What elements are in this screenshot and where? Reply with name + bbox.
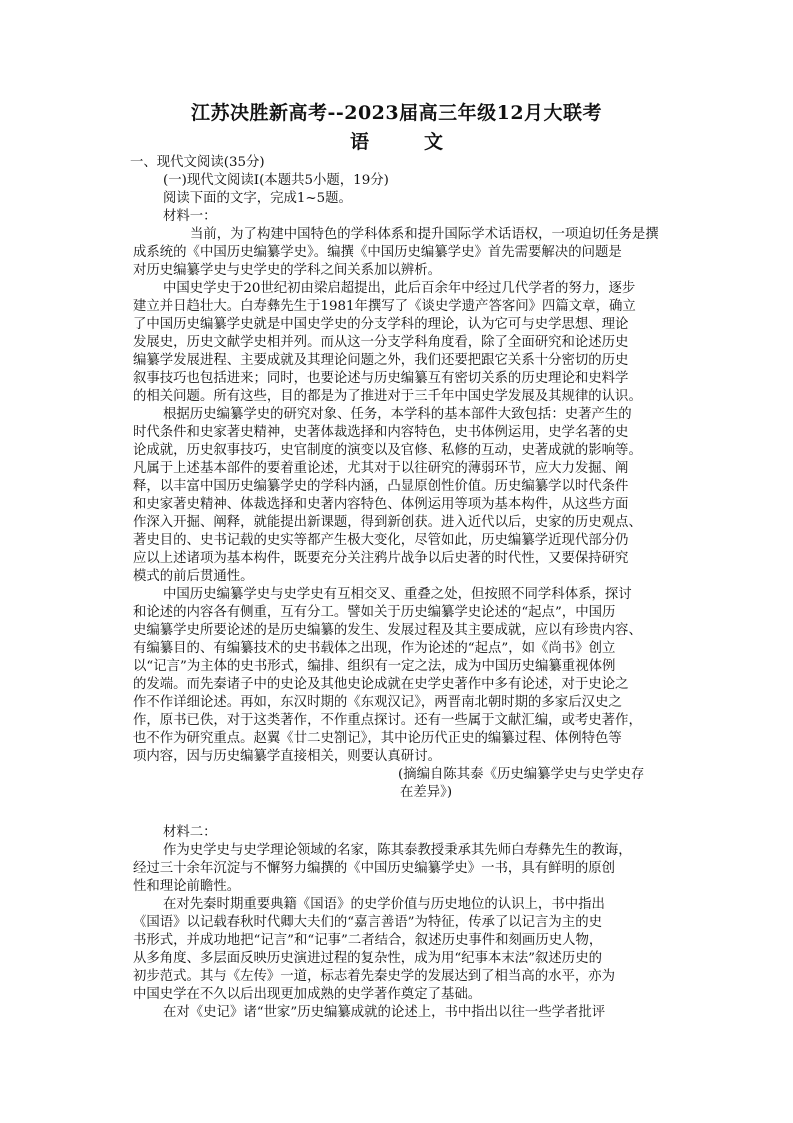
material1-line: 对历史编纂学史与史学史的学科之间关系加以辨析。 bbox=[133, 263, 441, 278]
material1-line: 当前，为了构建中国特色的学科体系和提升国际学术话语权，一项迫切任务是撰 bbox=[190, 227, 659, 242]
material1-line: 了中国历史编纂学史就是中国史学史的分支学科的理论，认为它可与史学思想、理论 bbox=[133, 317, 629, 332]
material1-line: 作，原书已佚，对于这类著作，不作重点探讨。还有一些属于文献汇编，或考史著作， bbox=[133, 713, 642, 728]
material1-line: 史编纂学史所要论述的是历史编纂的发生、发展过程及其主要成就，应以有珍贵内容、 bbox=[133, 623, 642, 638]
material1-source: (摘编自陈其泰《历史编纂学史与史学史存 bbox=[398, 767, 645, 782]
material1-line: 发展史，历史文献学史相并列。而从这一分支学科角度看，除了全面研究和论述历史 bbox=[133, 335, 629, 350]
reading-instruction: 阅读下面的文字，完成1~5题。 bbox=[163, 191, 352, 206]
material1-line: 模式的前后贯通性。 bbox=[133, 569, 254, 584]
material1-line: 作深入开掘、阐释，就能提出新课题，得到新创获。进入近代以后，史家的历史观点、 bbox=[133, 515, 642, 530]
material1-line: 中国历史编纂学史与史学史有互相交叉、重叠之处，但按照不同学科体系，探讨 bbox=[163, 587, 632, 602]
material1-line: 作不作详细论述。再如，东汉时期的《东观汉记》，两晋南北朝时期的多家后汉史之 bbox=[133, 695, 622, 710]
material1-line: 也不作为研究重点。赵翼《廿二史劄记》，其中论历代正史的编纂过程、体例特色等 bbox=[133, 731, 622, 746]
material2-line: 性和理论前瞻性。 bbox=[133, 879, 241, 894]
material1-line: 以“记言”为主体的史书形式，编排、组织有一定之法，成为中国历史编纂重视体例 bbox=[133, 659, 616, 674]
material2-line: 从多角度、多层面反映历史演进过程的复杂性，成为用“纪事本末法”叙述历史的 bbox=[133, 951, 602, 966]
material2-line: 《国语》以记载春秋时代卿大夫们的“嘉言善语”为特征，传承了以记言为主的史 bbox=[133, 915, 602, 930]
material1-line: 中国史学史于20世纪初由梁启超提出，此后百余年中经过几代学者的努力，逐步 bbox=[163, 281, 636, 296]
material1-source: 在差异》) bbox=[400, 785, 453, 800]
material1-line: 著史目的、史书记载的史实等都产生极大变化，尽管如此，历史编纂学近现代部分仍 bbox=[133, 533, 629, 548]
material1-line: 的相关问题。所有这些，目的都是为了推进对于三千年中国史学发展及其规律的认识。 bbox=[133, 389, 642, 404]
material1-line: 有编纂目的、有编纂技术的史书载体之出现，作为论述的“起点”，如《尚书》创立 bbox=[133, 641, 616, 656]
page-title: 江苏决胜新高考--2023届高三年级12月大联考 bbox=[190, 102, 603, 124]
material1-line: 项内容，因与历史编纂学直接相关，则要认真研讨。 bbox=[133, 749, 441, 764]
material1-line: 和史家著史精神、体裁选择和史著内容特色、体例运用等项为基本构件，从这些方面 bbox=[133, 497, 629, 512]
material1-line: 和论述的内容各有侧重，互有分工。譬如关于历史编纂学史论述的“起点”，中国历 bbox=[133, 605, 616, 620]
material1-line: 应以上述诸项为基本构件，既要充分关注鸦片战争以后史著的时代性，又要保持研究 bbox=[133, 551, 629, 566]
material1-line: 根据历史编纂学史的研究对象、任务，本学科的基本部件大致包括：史著产生的 bbox=[163, 407, 632, 422]
material1-line: 建立并日趋壮大。白寿彝先生于1981年撰写了《谈史学遗产答客问》四篇文章，确立 bbox=[133, 299, 636, 314]
material1-line: 释，以丰富中国历史编纂学史的学科内涵，凸显原创性价值。历史编纂学以时代条件 bbox=[133, 479, 629, 494]
material2-line: 作为史学史与史学理论领域的名家，陈其泰教授秉承其先师白寿彝先生的教诲， bbox=[163, 843, 632, 858]
material2-line: 经过三十余年沉淀与不懈努力编撰的《中国历史编纂学史》一书，具有鲜明的原创 bbox=[133, 861, 616, 876]
section-heading: 一、现代文阅读(35分) bbox=[130, 155, 265, 170]
material2-line: 中国史学在不久以后出现更加成熟的史学著作奠定了基础。 bbox=[133, 987, 482, 1002]
material1-label: 材料一： bbox=[163, 209, 217, 224]
material1-line: 凡属于上述基本部件的要着重论述，尤其对于以往研究的薄弱环节，应大力发掘、阐 bbox=[133, 461, 629, 476]
section-subheading: (一)现代文阅读Ⅰ(本题共5小题，19分) bbox=[163, 173, 389, 188]
material1-line: 成系统的《中国历史编纂学史》。编撰《中国历史编纂学史》首先需要解决的问题是 bbox=[133, 245, 622, 260]
material2-line: 初步范式。其与《左传》一道，标志着先秦史学的发展达到了相当高的水平，亦为 bbox=[133, 969, 616, 984]
material1-line: 时代条件和史家著史精神，史著体裁选择和内容特色，史书体例运用，史学名著的史 bbox=[133, 425, 629, 440]
material2-line: 在对《史记》诸“世家”历史编纂成就的论述上，书中指出以往一些学者批评 bbox=[163, 1005, 606, 1020]
material1-line: 的发端。而先秦诸子中的史论及其他史论成就在史学史著作中多有论述，对于史论之 bbox=[133, 677, 629, 692]
material2-line: 在对先秦时期重要典籍《国语》的史学价值与历史地位的认识上，书中指出 bbox=[163, 897, 605, 912]
material1-line: 论成就，历史叙事技巧，史官制度的演变以及官修、私修的互动，史著成就的影响等。 bbox=[133, 443, 642, 458]
material2-line: 书形式，并成功地把“记言”和“记事”二者结合，叙述历史事件和刻画历史人物， bbox=[133, 933, 603, 948]
material1-line: 编纂学发展进程、主要成就及其理论问题之外，我们还要把跟它关系十分密切的历史 bbox=[133, 353, 629, 368]
material2-label: 材料二： bbox=[163, 825, 217, 840]
material1-line: 叙事技巧也包括进来；同时，也要论述与历史编纂互有密切关系的历史理论和史料学 bbox=[133, 371, 629, 386]
subject-title: 语 文 bbox=[349, 131, 461, 153]
